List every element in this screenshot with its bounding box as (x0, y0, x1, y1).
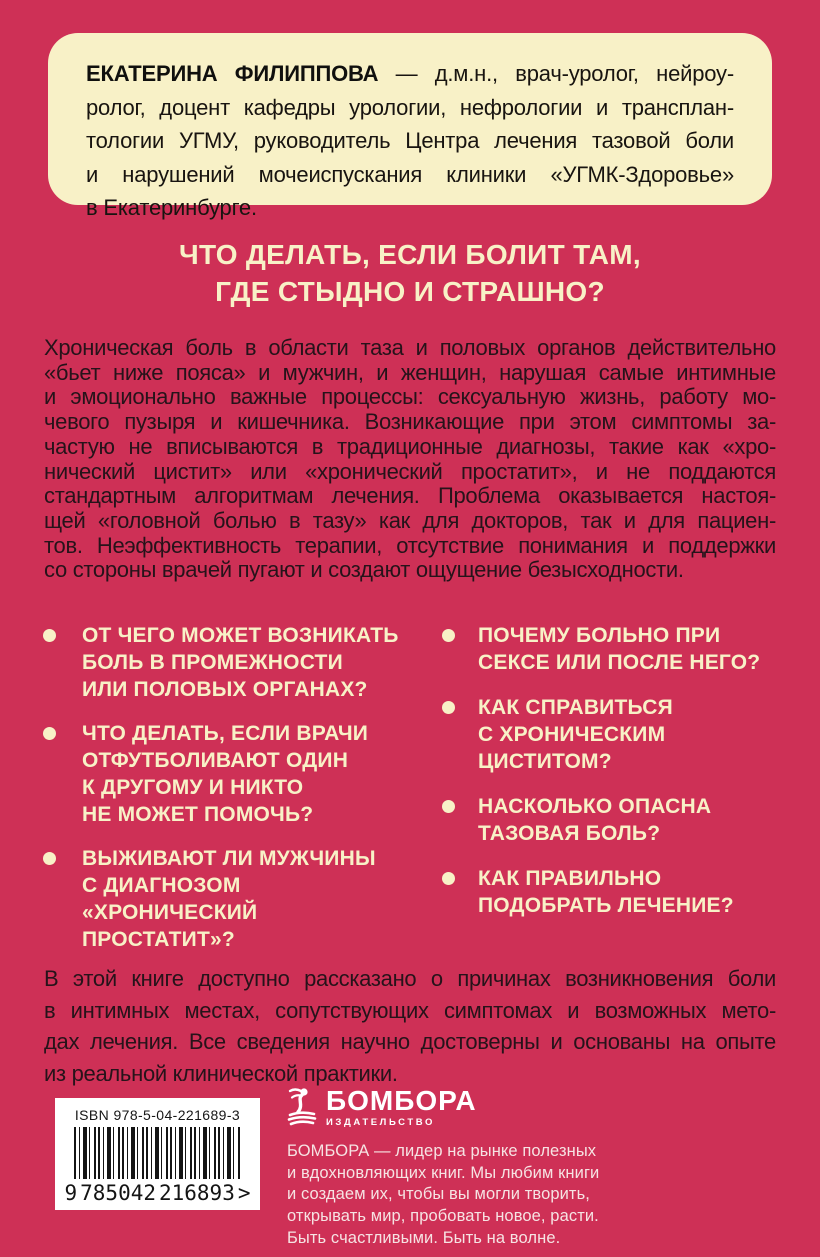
publisher-description-line: Быть счастливыми. Быть на волне. (287, 1228, 561, 1247)
question-line: СЕКСЕ ИЛИ ПОСЛЕ НЕГО? (478, 651, 761, 674)
question-text (478, 694, 673, 775)
question-line: ПОЧЕМУ БОЛЬНО ПРИ (478, 624, 721, 647)
intro-paragraph (44, 336, 776, 583)
publisher-description-line: открывать мир, пробовать новое, расти. (287, 1207, 599, 1226)
question-line: К ДРУГОМУ И НИКТО (82, 776, 304, 799)
publisher-logo (287, 1086, 627, 1128)
barcode-digit-group: 216893 (158, 1181, 235, 1205)
question-item (442, 622, 777, 676)
question-line: ПОДОБРАТЬ ЛЕЧЕНИЕ? (478, 894, 734, 917)
publisher-description-line: и создаем их, чтобы вы могли творить, (287, 1185, 590, 1204)
question-item (442, 865, 777, 919)
barcode-block (55, 1098, 260, 1210)
intro-line: тов. Неэффективность терапии, отсутствие понимания и поддержки (44, 532, 776, 558)
intro-line: частую не вписываются в традиционные диагнозы, такие как «хро- (44, 433, 776, 459)
publisher-description-line: и вдохновляющих книг. Мы любим книги (287, 1163, 600, 1182)
author-credentials-box (48, 33, 772, 221)
question-text (478, 793, 711, 847)
outro-line: дах лечения. Все сведения научно достоверны и основаны на опыте (44, 1029, 776, 1054)
author-line (86, 57, 734, 91)
barcode-end-marker: > (237, 1181, 251, 1205)
bullet-dot-icon (442, 800, 455, 813)
question-line: КАК СПРАВИТЬСЯ (478, 696, 673, 719)
outro-paragraph (44, 963, 776, 1089)
intro-line: и эмоционально важные процессы: сексуальную жизнь, работу мо- (44, 384, 776, 410)
question-line: ЧТО ДЕЛАТЬ, ЕСЛИ ВРАЧИ (82, 722, 369, 745)
question-text (82, 720, 368, 828)
author-line: ролог, доцент кафедры урологии, нефрологии и трансплан- (86, 94, 734, 120)
publisher-name: БОМБОРА (326, 1085, 477, 1116)
question-line: НАСКОЛЬКО ОПАСНА (478, 795, 712, 818)
question-text (82, 622, 399, 703)
questions-right-column (442, 622, 777, 937)
question-line: ЦИСТИТОМ? (478, 750, 612, 773)
question-line: С ДИАГНОЗОМ «ХРОНИЧЕСКИЙ (82, 874, 258, 924)
question-line: С ХРОНИЧЕСКИМ (478, 723, 666, 746)
author-line-rest: — д.м.н., врач-уролог, нейроу- (378, 61, 734, 86)
question-item (442, 694, 777, 775)
author-line: в Екатеринбурге. (86, 195, 257, 221)
barcode-digits (65, 1181, 251, 1205)
intro-line: щей «головной болью в тазу» как для докторов, так и для пациен- (44, 507, 776, 533)
question-line: ИЛИ ПОЛОВЫХ ОРГАНАХ? (82, 678, 368, 701)
intro-line: стандартным алгоритмам лечения. Проблема оказывается настоя- (44, 483, 776, 509)
outro-line: из реальной клинической практики. (44, 1060, 398, 1086)
headline-line-2: ГДЕ СТЫДНО И СТРАШНО? (215, 276, 605, 307)
question-line: ПРОСТАТИТ»? (82, 928, 235, 951)
barcode-stripes-icon (74, 1127, 242, 1179)
intro-line: чевого пузыря и кишечника. Возникающие при этом симптомы за- (44, 409, 776, 435)
questions-left-column (43, 622, 418, 970)
publisher-subtitle: ИЗДАТЕЛЬСТВО (326, 1117, 435, 1128)
outro-line: В этой книге доступно рассказано о причинах возникновения боли (44, 966, 776, 991)
barcode-digit-group: 785042 (80, 1181, 156, 1205)
intro-line: Хроническая боль в области таза и половых органов действительно (44, 335, 776, 360)
question-item (43, 622, 418, 703)
bombora-surfer-logo-icon (287, 1086, 317, 1126)
question-line: НЕ МОЖЕТ ПОМОЧЬ? (82, 803, 314, 826)
author-name: ЕКАТЕРИНА ФИЛИППОВА (86, 61, 379, 86)
question-line: ТАЗОВАЯ БОЛЬ? (478, 822, 661, 845)
question-text (478, 622, 760, 676)
question-line: ОТ ЧЕГО МОЖЕТ ВОЗНИКАТЬ (82, 624, 399, 647)
isbn-label: ISBN 978-5-04-221689-3 (74, 1107, 241, 1123)
question-item (43, 845, 418, 953)
headline-line-1: ЧТО ДЕЛАТЬ, ЕСЛИ БОЛИТ ТАМ, (179, 239, 641, 270)
question-text (82, 845, 418, 953)
barcode-digit-group: 9 (64, 1181, 78, 1205)
question-text (478, 865, 734, 919)
outro-line: в интимных местах, сопутствующих симптомах и возможных мето- (44, 997, 776, 1023)
question-line: КАК ПРАВИЛЬНО (478, 867, 662, 890)
author-line: тологии УГМУ, руководитель Центра лечения тазовой боли (86, 128, 734, 154)
author-line: и нарушений мочеиспускания клиники «УГМК-Здоровье» (86, 161, 734, 187)
bullet-dot-icon (43, 852, 56, 865)
headline (0, 236, 820, 310)
question-line: ОТФУТБОЛИВАЮТ ОДИН (82, 749, 349, 772)
bullet-dot-icon (442, 701, 455, 714)
bullet-dot-icon (442, 872, 455, 885)
publisher-block (287, 1086, 627, 1250)
intro-line: со стороны врачей пугают и создают ощущение безысходности. (44, 557, 684, 583)
bullet-dot-icon (442, 629, 455, 642)
bullet-dot-icon (43, 727, 56, 740)
publisher-description (287, 1141, 627, 1250)
publisher-description-line: БОМБОРА — лидер на рынке полезных (287, 1142, 597, 1160)
publisher-logo-text (326, 1086, 477, 1128)
question-line: БОЛЬ В ПРОМЕЖНОСТИ (82, 651, 343, 674)
intro-line: «бьет ниже пояса» и мужчин, и женщин, нарушая самые интимные (44, 359, 776, 385)
intro-line: нический цистит» или «хронический простатит», и не поддаются (44, 458, 776, 484)
question-item (442, 793, 777, 847)
question-item (43, 720, 418, 828)
question-line: ВЫЖИВАЮТ ЛИ МУЖЧИНЫ (82, 847, 376, 870)
bullet-dot-icon (43, 629, 56, 642)
